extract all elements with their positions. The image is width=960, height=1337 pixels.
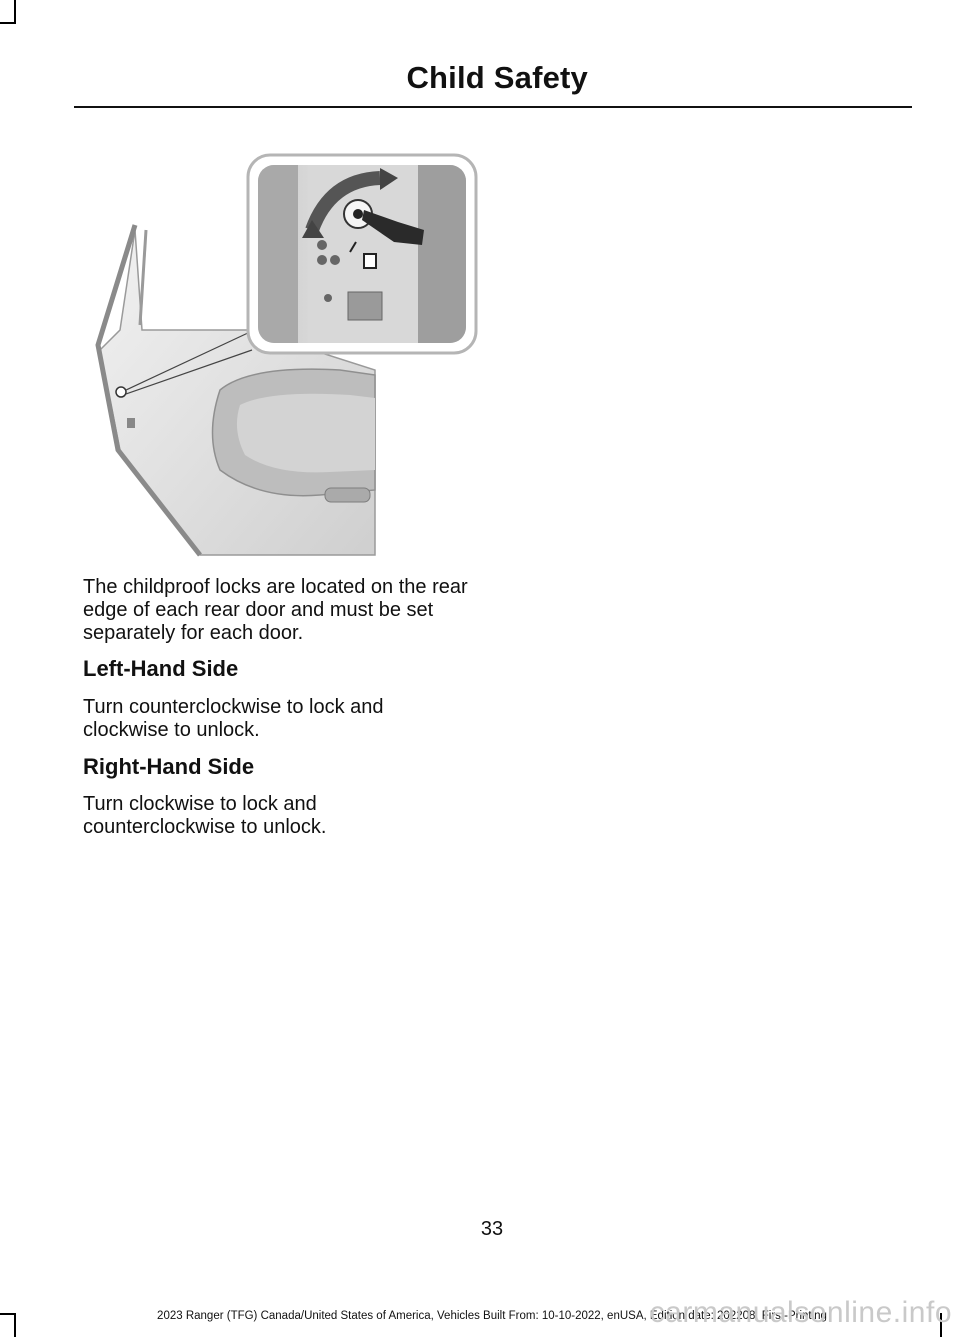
edition-footer: 2023 Ranger (TFG) Canada/United States of America, Vehicles Built From: 10-10-2022, enUSA, Edition date: 202208, First-Printing bbox=[157, 1310, 827, 1322]
crop-mark bbox=[14, 0, 16, 24]
right-hand-side-text: Turn clockwise to lock and counterclockwise to unlock. bbox=[83, 793, 327, 838]
page-number: 33 bbox=[480, 1218, 504, 1240]
header-rule bbox=[74, 106, 912, 108]
left-hand-side-text: Turn counterclockwise to lock and clockwise to unlock. bbox=[83, 696, 384, 741]
heading-left-hand-side: Left-Hand Side bbox=[83, 656, 239, 681]
page-title: Child Safety bbox=[406, 60, 588, 95]
child-lock-illustration bbox=[80, 150, 480, 560]
watermark: carmanualsonline.info bbox=[649, 1296, 952, 1329]
heading-right-hand-side: Right-Hand Side bbox=[83, 754, 255, 779]
crop-mark bbox=[0, 22, 16, 24]
intro-paragraph: The childproof locks are located on the rear edge of each rear door and must be set separately for each door. bbox=[83, 576, 468, 644]
